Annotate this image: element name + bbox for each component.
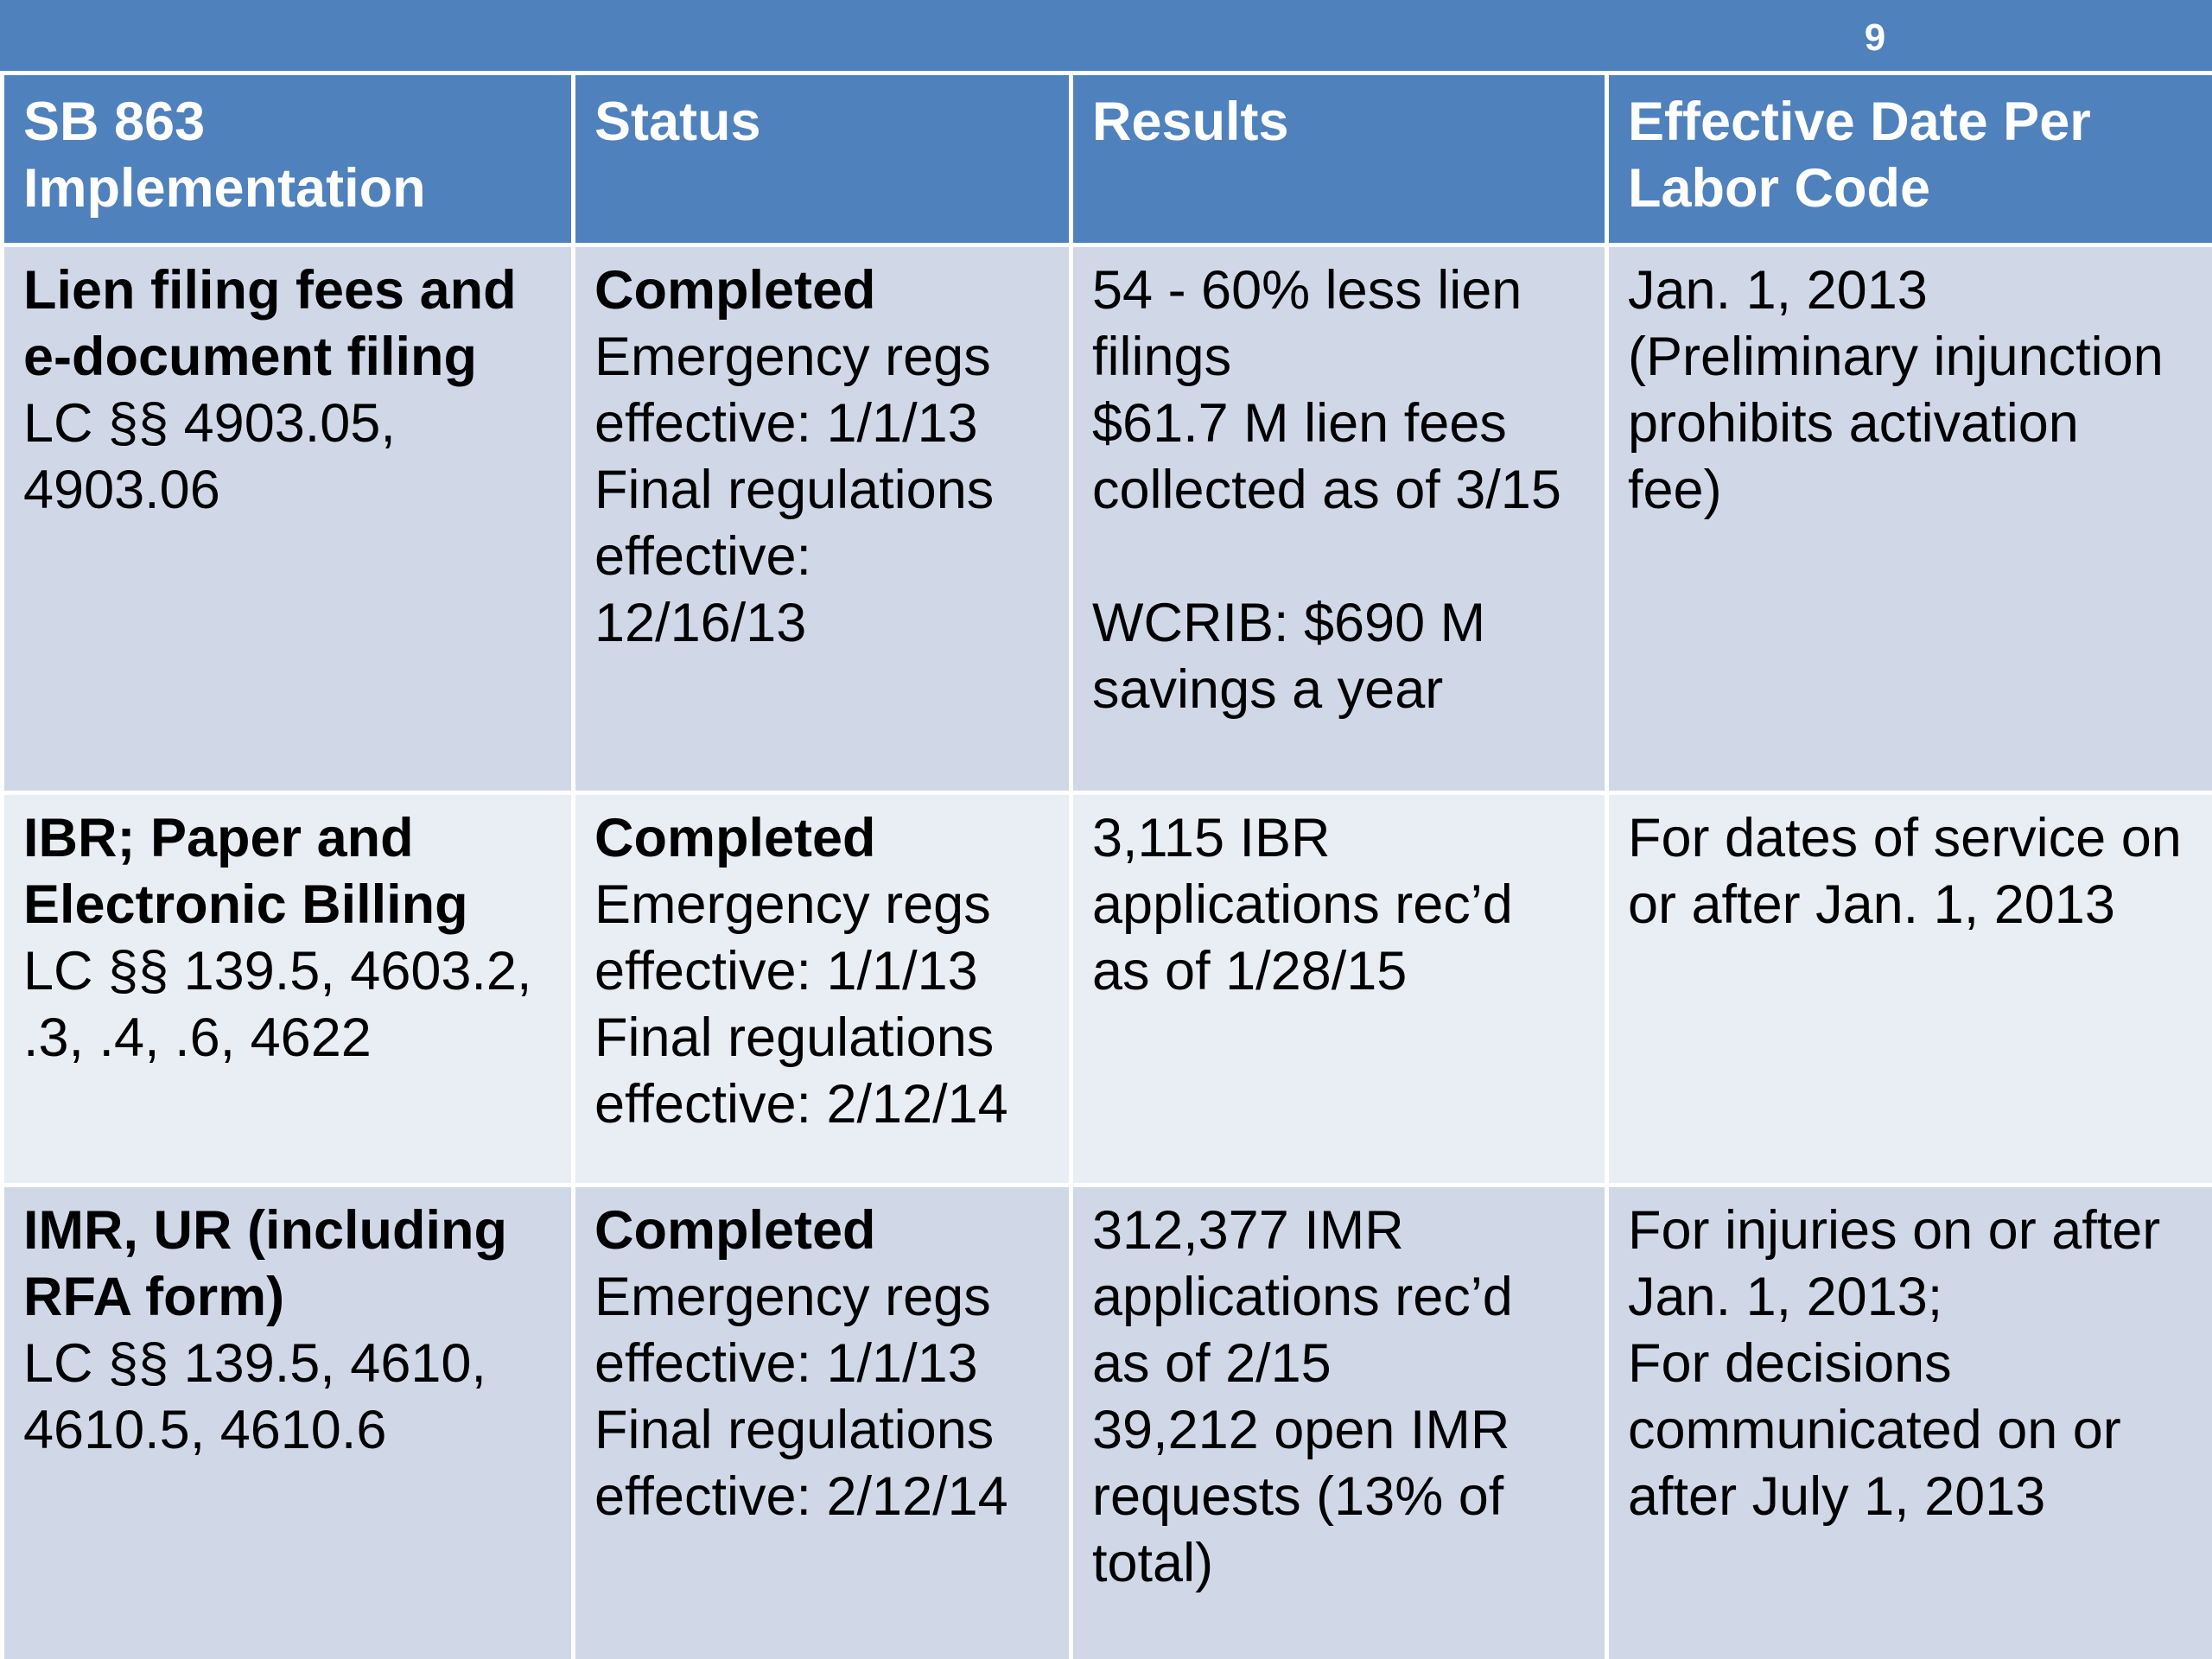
cell-effective-date <box>1607 1185 2212 1659</box>
header-text: Labor Code <box>1628 158 1931 219</box>
effective-text: Jan. 1, 2013 <box>1628 260 1928 321</box>
cell-effective-date <box>1607 245 2212 793</box>
header-results <box>1071 73 1607 245</box>
header-text: SB 863 <box>23 92 206 152</box>
cell-status <box>574 1185 1071 1659</box>
status-text: Final regulations <box>594 1400 995 1460</box>
results-text: applications rec’d <box>1092 1267 1513 1327</box>
status-text: 12/16/13 <box>594 593 807 653</box>
status-text: Emergency regs <box>594 1267 991 1327</box>
status-text: Emergency regs <box>594 874 991 935</box>
results-text: as of 1/28/15 <box>1092 941 1408 1001</box>
table-row <box>3 1185 2212 1659</box>
item-title: e-document filing <box>23 327 477 387</box>
status-label: Completed <box>594 808 876 868</box>
results-text: as of 2/15 <box>1092 1333 1332 1394</box>
item-code: LC §§ 139.5, 4603.2, <box>23 941 532 1001</box>
cell-status <box>574 245 1071 793</box>
cell-implementation <box>3 245 574 793</box>
header-implementation <box>3 73 574 245</box>
effective-text: fee) <box>1628 460 1722 520</box>
results-text: 39,212 open IMR <box>1092 1400 1510 1460</box>
cell-results <box>1071 793 1607 1185</box>
results-text: total) <box>1092 1533 1214 1593</box>
item-code: .3, .4, .6, 4622 <box>23 1007 372 1068</box>
status-text: Emergency regs <box>594 327 991 387</box>
results-text: 3,115 IBR <box>1092 808 1331 868</box>
status-label: Completed <box>594 260 876 321</box>
item-title: Electronic Billing <box>23 874 468 935</box>
implementation-table <box>0 71 2212 1659</box>
effective-text: For injuries on or after <box>1628 1200 2161 1261</box>
results-text: 54 - 60% less lien <box>1092 260 1522 321</box>
results-text: filings <box>1092 327 1232 387</box>
header-text: Implementation <box>23 158 426 219</box>
item-code: 4610.5, 4610.6 <box>23 1400 387 1460</box>
item-code: LC §§ 4903.05, <box>23 393 396 454</box>
results-text: requests (13% of <box>1092 1466 1504 1527</box>
results-text: WCRIB: $690 M <box>1092 593 1486 653</box>
results-text: $61.7 M lien fees <box>1092 393 1507 454</box>
status-text: effective: 1/1/13 <box>594 393 978 454</box>
table-row <box>3 245 2212 793</box>
status-text: effective: <box>594 526 811 587</box>
item-title: IMR, UR (including <box>23 1200 507 1261</box>
header-status <box>574 73 1071 245</box>
header-text: Status <box>594 92 761 152</box>
effective-text: Jan. 1, 2013; <box>1628 1267 1943 1327</box>
status-label: Completed <box>594 1200 876 1261</box>
cell-results <box>1071 1185 1607 1659</box>
cell-effective-date <box>1607 793 2212 1185</box>
item-code: 4903.06 <box>23 460 220 520</box>
effective-text: For dates of service on <box>1628 808 2182 868</box>
results-text: collected as of 3/15 <box>1092 460 1561 520</box>
status-text: effective: 1/1/13 <box>594 941 978 1001</box>
status-text: effective: 2/12/14 <box>594 1074 1008 1135</box>
header-effective-date <box>1607 73 2212 245</box>
item-title: RFA form) <box>23 1267 285 1327</box>
page-number: 9 <box>1864 16 1886 59</box>
results-text: 312,377 IMR <box>1092 1200 1404 1261</box>
cell-status <box>574 793 1071 1185</box>
header-text: Effective Date Per <box>1628 92 2091 152</box>
item-code: LC §§ 139.5, 4610, <box>23 1333 486 1394</box>
effective-text: communicated on or <box>1628 1400 2121 1460</box>
table-row <box>3 793 2212 1185</box>
blank-line <box>1092 524 1586 590</box>
title-bar <box>0 0 2212 71</box>
table-header-row <box>3 73 2212 245</box>
status-text: effective: 2/12/14 <box>594 1466 1008 1527</box>
results-text: applications rec’d <box>1092 874 1513 935</box>
status-text: Final regulations <box>594 1007 995 1068</box>
header-text: Results <box>1092 92 1289 152</box>
cell-implementation <box>3 1185 574 1659</box>
effective-text: (Preliminary injunction <box>1628 327 2164 387</box>
effective-text: For decisions <box>1628 1333 1952 1394</box>
effective-text: after July 1, 2013 <box>1628 1466 2046 1527</box>
results-text: savings a year <box>1092 659 1444 720</box>
status-text: effective: 1/1/13 <box>594 1333 978 1394</box>
item-title: Lien filing fees and <box>23 260 517 321</box>
cell-implementation <box>3 793 574 1185</box>
item-title: IBR; Paper and <box>23 808 414 868</box>
cell-results <box>1071 245 1607 793</box>
effective-text: or after Jan. 1, 2013 <box>1628 874 2115 935</box>
effective-text: prohibits activation <box>1628 393 2079 454</box>
status-text: Final regulations <box>594 460 995 520</box>
